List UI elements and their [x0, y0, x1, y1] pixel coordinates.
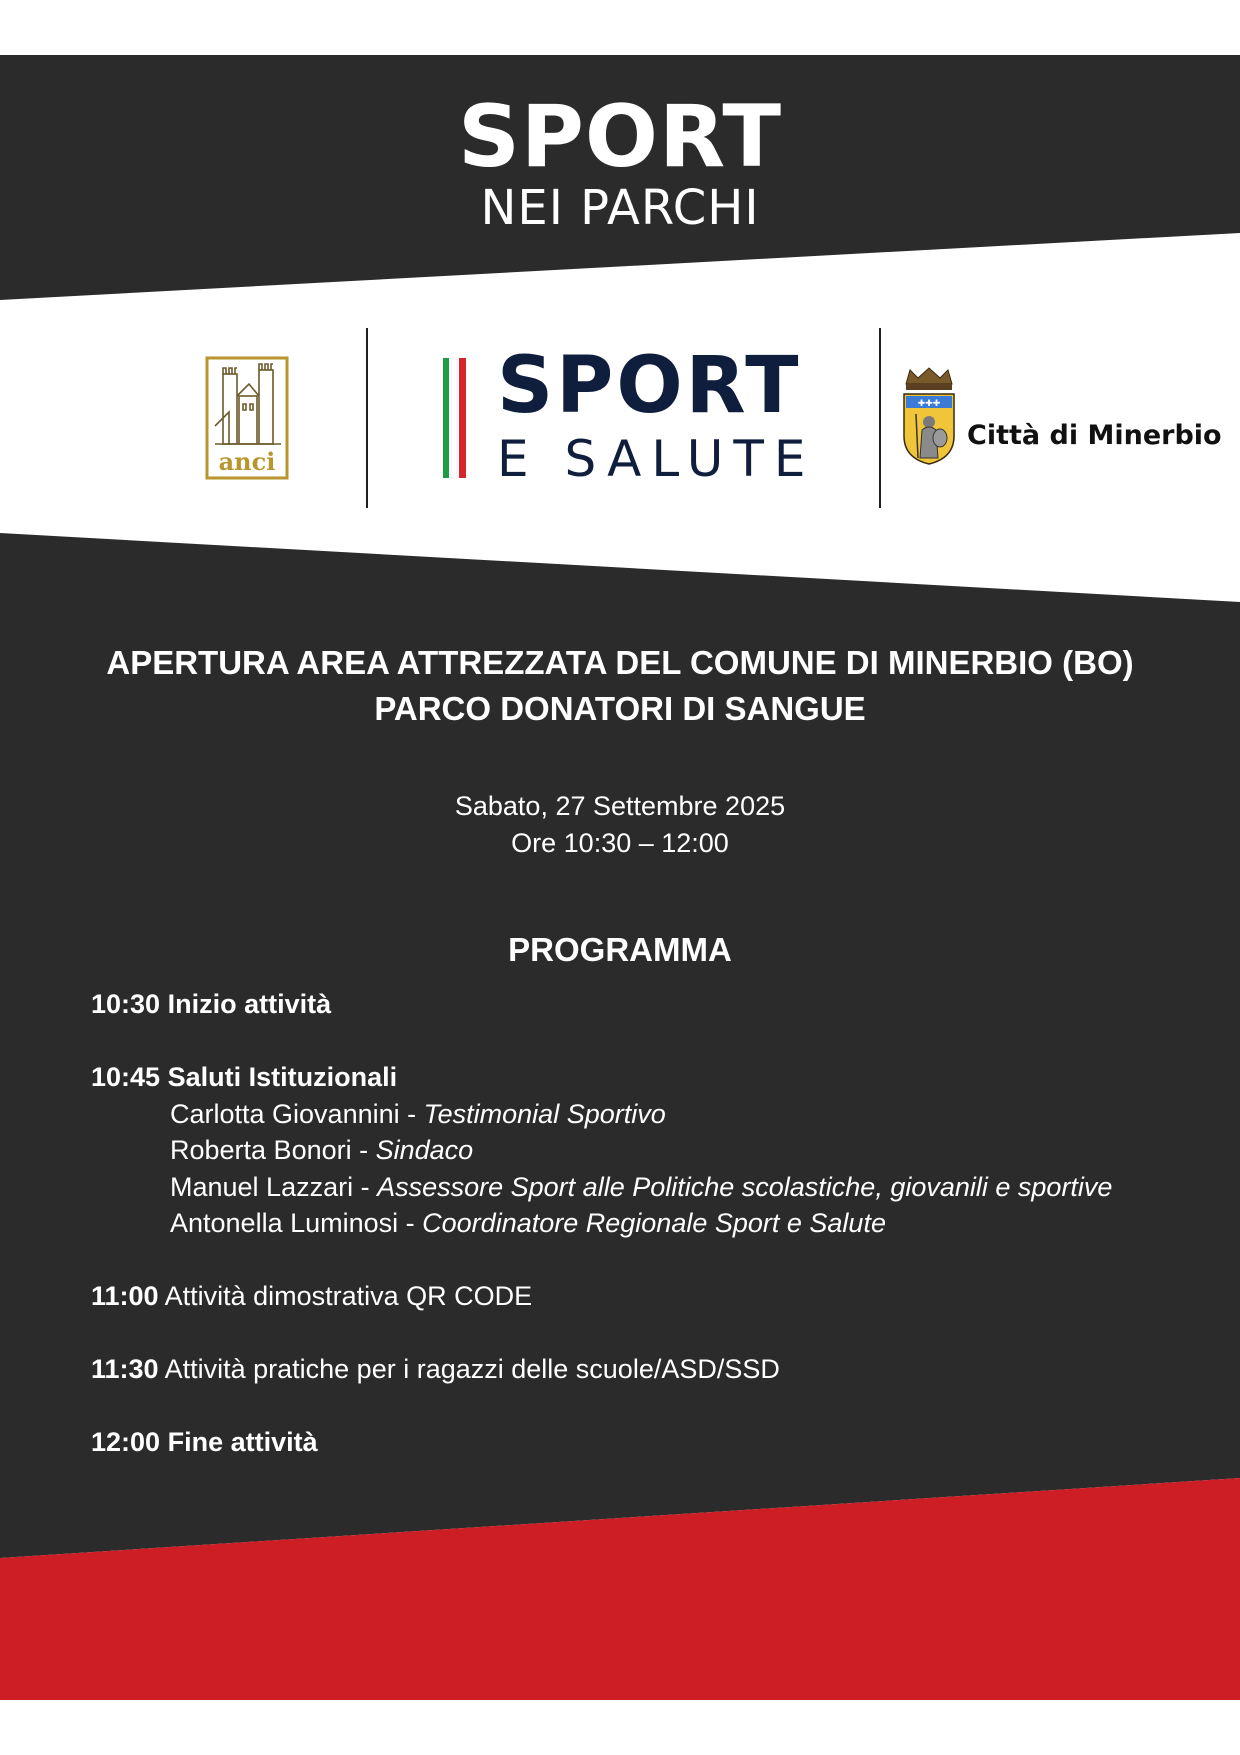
speaker-list: [91, 1096, 1211, 1242]
program-item-label: Inizio attività: [167, 989, 332, 1019]
italian-flag-stripes-icon: [443, 358, 466, 478]
event-title: [0, 640, 1240, 732]
speaker-row: [170, 1132, 1211, 1169]
speaker-role: Testimonial Sportivo: [423, 1098, 666, 1129]
program-item-label: Saluti Istituzionali: [167, 1062, 398, 1092]
minerbio-coat-of-arms-icon: [900, 366, 958, 466]
logo-divider-right: [879, 328, 881, 508]
program-item-time: 12:00: [91, 1427, 161, 1457]
program-list: [91, 986, 1211, 1461]
program-item-time: 10:30: [91, 989, 161, 1019]
speaker-role: Coordinatore Regionale Sport e Salute: [422, 1208, 886, 1238]
event-datetime: [0, 788, 1240, 862]
program-heading: PROGRAMMA: [508, 931, 732, 968]
event-date: Sabato, 27 Settembre 2025: [454, 791, 786, 821]
anci-logo-text: anci: [218, 447, 276, 476]
program-item: [91, 1351, 1211, 1388]
program-item: [91, 1059, 1211, 1096]
sport-salute-logo-line2: E SALUTE: [497, 430, 816, 488]
program-item-time: 11:00: [91, 1281, 159, 1311]
speaker-separator: -: [399, 1098, 424, 1129]
city-name: Città di Minerbio: [967, 420, 1222, 451]
program-item: [91, 1278, 1211, 1315]
logo-divider-left: [366, 328, 368, 508]
anci-castle-logo: [205, 356, 289, 480]
program-item-label: Fine attività: [167, 1427, 318, 1457]
program-item-time: 11:30: [91, 1354, 159, 1384]
speaker-name: Carlotta Giovannini: [170, 1098, 400, 1129]
speaker-row: [170, 1205, 1211, 1242]
program-item-time: 10:45: [91, 1062, 161, 1092]
speaker-name: Roberta Bonori: [170, 1135, 352, 1165]
header-title-main: SPORT: [457, 87, 783, 187]
program-item: [91, 1424, 1211, 1461]
speaker-separator: -: [353, 1171, 378, 1202]
speaker-name: Antonella Luminosi: [170, 1208, 399, 1238]
event-title-line1: APERTURA AREA ATTREZZATA DEL COMUNE DI MINERBIO (BO): [106, 644, 1134, 681]
program-item-label: Attività pratiche per i ragazzi delle scuole/ASD/SSD: [164, 1354, 780, 1384]
program-item: [91, 986, 1211, 1023]
speaker-role: Sindaco: [375, 1135, 474, 1165]
program-item-label: Attività dimostrativa QR CODE: [164, 1281, 533, 1311]
event-title-line2: PARCO DONATORI DI SANGUE: [374, 690, 866, 727]
speaker-name: Manuel Lazzari: [170, 1171, 354, 1202]
speaker-row: [170, 1169, 1211, 1206]
sport-salute-logo-line1: SPORT: [497, 341, 802, 431]
event-time: Ore 10:30 – 12:00: [511, 828, 729, 858]
speaker-separator: -: [398, 1208, 423, 1238]
speaker-role: Assessore Sport alle Politiche scolastiche, giovanili e sportive: [377, 1171, 1113, 1202]
speaker-separator: -: [351, 1135, 376, 1165]
speaker-row: [170, 1096, 1211, 1133]
header-title: [0, 87, 1240, 236]
svg-text:✚✚✚: ✚✚✚: [917, 399, 941, 409]
header-title-sub: NEI PARCHI: [480, 180, 760, 236]
